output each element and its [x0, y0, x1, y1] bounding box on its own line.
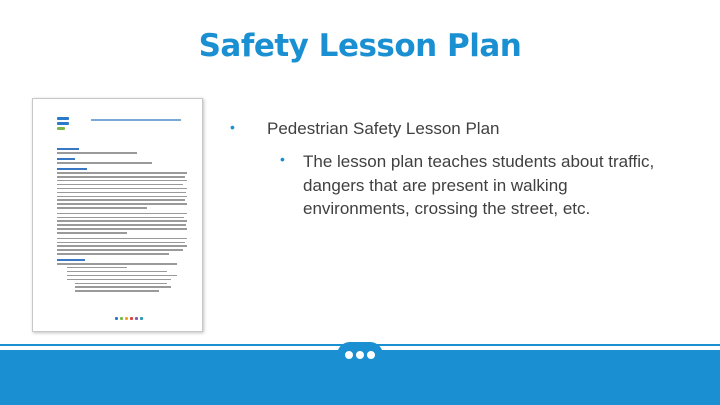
bullet-dot-icon: • [280, 151, 285, 168]
document-heading [91, 119, 181, 121]
document-color-dots [115, 317, 143, 320]
safe-routes-logo [57, 117, 69, 135]
document-text-lines [57, 144, 187, 294]
sub-bullet-item [280, 150, 663, 220]
bullet-dot-icon: • [230, 119, 235, 135]
ellipsis-icon [337, 342, 383, 368]
sub-bullet-text: The lesson plan teaches students about traffic, dangers that are present in walking environments, crossing the street, etc. [303, 152, 655, 218]
bullet-item [229, 118, 699, 140]
slide-title: Safety Lesson Plan [198, 28, 522, 64]
lesson-plan-document-thumbnail [32, 98, 203, 332]
bullet-list [229, 118, 699, 220]
bullet-text: Pedestrian Safety Lesson Plan [267, 119, 500, 138]
